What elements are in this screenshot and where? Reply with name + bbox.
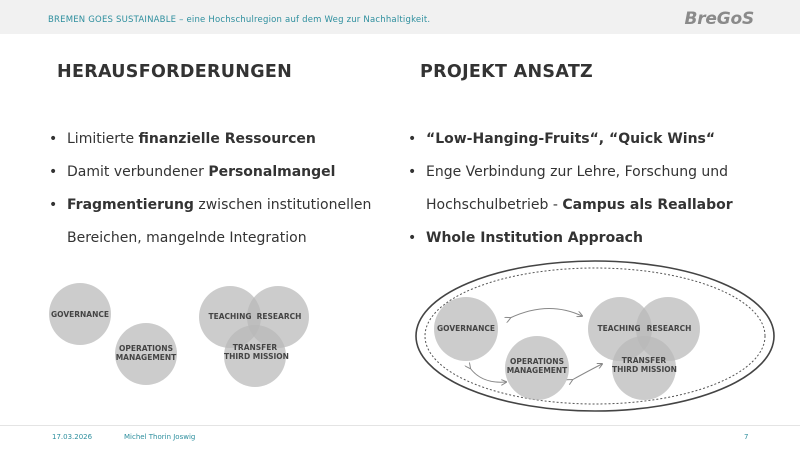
list-item: • “Low-Hanging-Fruits“, “Quick Wins“ bbox=[408, 123, 768, 156]
page-number: 7 bbox=[744, 433, 749, 441]
arrow-governance-teaching bbox=[510, 308, 582, 318]
operations-label-integrated-line1: OPERATIONS bbox=[510, 357, 564, 366]
teaching-label-integrated: TEACHING bbox=[597, 324, 641, 333]
transfer-label-line2: THIRD MISSION bbox=[224, 352, 289, 361]
research-label: RESEARCH bbox=[256, 312, 302, 321]
footer-author: Michel Thorin Joswig bbox=[124, 433, 196, 441]
bregos-logo: BreGoS bbox=[684, 9, 754, 29]
operations-label-integrated-line2: MANAGEMENT bbox=[506, 366, 568, 375]
arrow-operations-transfer bbox=[572, 364, 602, 380]
arrow-governance-operations bbox=[470, 368, 506, 382]
left-column-title: HERAUSFORDERUNGEN bbox=[57, 62, 293, 82]
transfer-label-integrated-line1: TRANSFER bbox=[621, 356, 667, 365]
list-item: • Fragmentierung zwischen institutionellen Bereichen, mangelnde Integration bbox=[49, 189, 389, 255]
transfer-label-integrated-line2: THIRD MISSION bbox=[612, 365, 677, 374]
list-item: • Limitierte finanzielle Ressourcen bbox=[49, 123, 389, 156]
research-label-integrated: RESEARCH bbox=[646, 324, 692, 333]
teaching-label: TEACHING bbox=[208, 312, 252, 321]
footer-divider bbox=[0, 425, 800, 426]
governance-label-integrated: GOVERNANCE bbox=[436, 324, 496, 333]
operations-label-line1: OPERATIONS bbox=[119, 344, 173, 353]
operations-label-line2: MANAGEMENT bbox=[115, 353, 177, 362]
footer-date: 17.03.2026 bbox=[52, 433, 93, 441]
header-title: BREMEN GOES SUSTAINABLE – eine Hochschulregion auf dem Weg zur Nachhaltigkeit. bbox=[48, 15, 431, 25]
list-item: • Damit verbundener Personalmangel bbox=[49, 156, 389, 189]
list-item: • Enge Verbindung zur Lehre, Forschung und Hochschulbetrieb - Campus als Reallabor bbox=[408, 156, 768, 222]
governance-label: GOVERNANCE bbox=[51, 310, 110, 319]
list-item: • Whole Institution Approach bbox=[408, 222, 768, 255]
transfer-label-line1: TRANSFER bbox=[232, 343, 278, 352]
right-column-title: PROJEKT ANSATZ bbox=[420, 62, 594, 82]
